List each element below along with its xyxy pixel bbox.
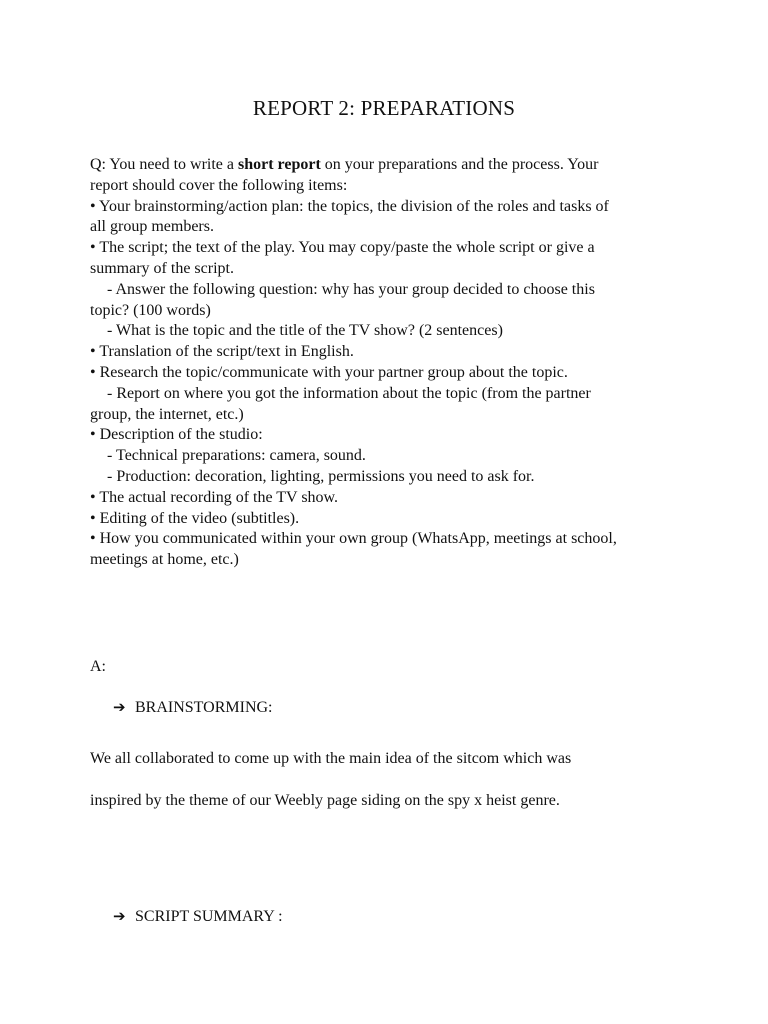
section-heading-script-summary bbox=[113, 906, 283, 927]
question-bullet: • Translation of the script/text in English. bbox=[90, 343, 354, 361]
question-bullet: • Your brainstorming/action plan: the topics, the division of the roles and tasks of bbox=[90, 197, 609, 215]
question-sub-item: - Report on where you got the information about the topic (from the partner bbox=[107, 384, 591, 402]
question-sub-item: - Answer the following question: why has your group decided to choose this bbox=[107, 280, 595, 298]
question-bullet: • Research the topic/communicate with your partner group about the topic. bbox=[90, 363, 568, 381]
question-bullet: • How you communicated within your own group (WhatsApp, meetings at school, bbox=[90, 530, 617, 548]
arrow-right-icon: ➔ bbox=[113, 907, 126, 925]
page-title: REPORT 2: PREPARATIONS bbox=[252, 96, 516, 120]
question-bullet: • Description of the studio: bbox=[90, 426, 263, 444]
question-line: topic? (100 words) bbox=[90, 301, 211, 319]
section-heading-brainstorming bbox=[113, 697, 273, 718]
question-line: report should cover the following items: bbox=[90, 176, 348, 194]
question-bullet: • The actual recording of the TV show. bbox=[90, 488, 339, 506]
question-sub-item: - Production: decoration, lighting, permissions you need to ask for. bbox=[107, 467, 535, 485]
answer-label: A: bbox=[90, 658, 106, 675]
question-line: meetings at home, etc.) bbox=[90, 551, 239, 569]
brainstorming-paragraph bbox=[90, 738, 690, 822]
section-heading-text: BRAINSTORMING: bbox=[135, 699, 273, 716]
paragraph-line: inspired by the theme of our Weebly page siding on the spy x heist genre. bbox=[90, 792, 560, 809]
paragraph-line: We all collaborated to come up with the main idea of the sitcom which was bbox=[90, 750, 572, 767]
question-block bbox=[90, 155, 690, 571]
arrow-right-icon: ➔ bbox=[113, 698, 126, 716]
question-first-line bbox=[90, 155, 690, 176]
question-bullet: • The script; the text of the play. You may copy/paste the whole script or give a bbox=[90, 239, 595, 257]
question-bold-text: short report bbox=[237, 156, 321, 173]
question-bullet: • Editing of the video (subtitles). bbox=[90, 509, 300, 527]
section-heading-text: SCRIPT SUMMARY : bbox=[135, 908, 283, 925]
question-line: all group members. bbox=[90, 218, 214, 236]
question-sub-item: - Technical preparations: camera, sound. bbox=[107, 447, 366, 465]
question-line: group, the internet, etc.) bbox=[90, 405, 244, 423]
question-sub-item: - What is the topic and the title of the TV show? (2 sentences) bbox=[107, 322, 503, 340]
question-first-line-rest: on your preparations and the process. Your bbox=[320, 156, 599, 173]
question-line: summary of the script. bbox=[90, 259, 234, 277]
question-prefix: Q: You need to write a bbox=[90, 156, 238, 173]
